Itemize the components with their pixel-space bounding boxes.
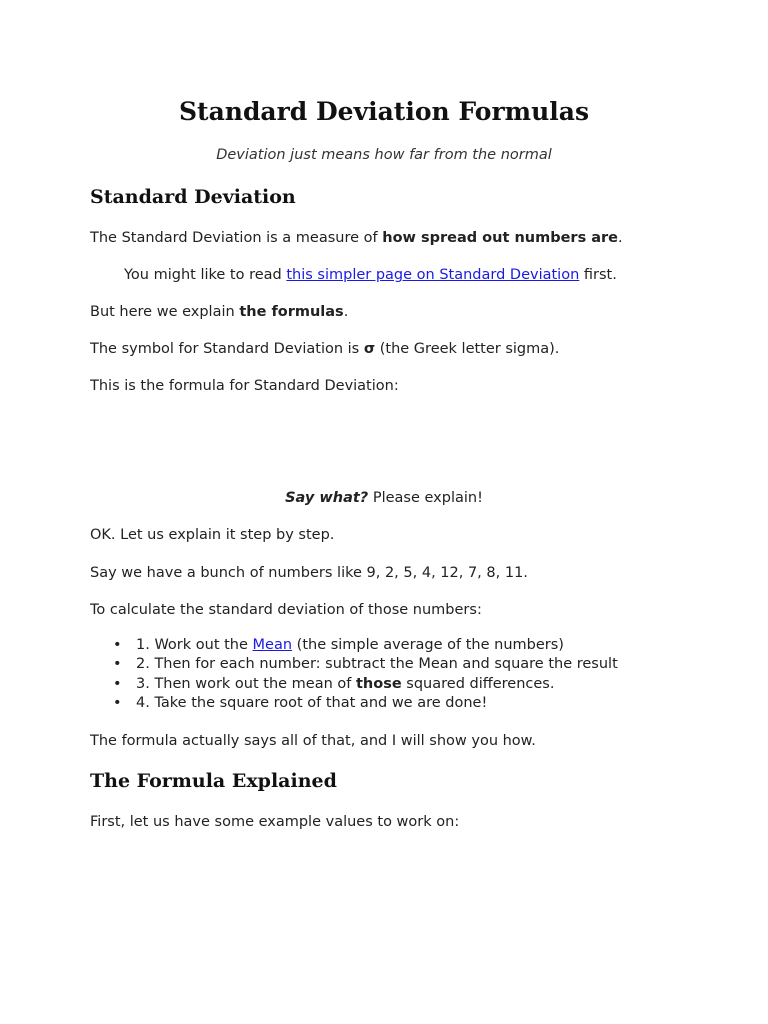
sigma-symbol: σ [363,341,376,357]
emphasis-those: those [356,675,402,692]
paragraph-measure: The Standard Deviation is a measure of how spread out numbers are. [90,230,623,246]
list-item: • 2. Then for each number: subtract the Mean and square the result [90,655,618,674]
mean-link[interactable]: Mean [252,637,293,653]
bullet: • [113,656,122,673]
paragraph-numbers: Say we have a bunch of numbers like 9, 2, 5, 4, 12, 7, 8, 11. [90,565,528,581]
page-title: Standard Deviation Formulas [178,97,590,126]
paragraph-formula-says: The formula actually says all of that, and I will show you how. [90,733,536,749]
emphasis-formulas: the formulas [239,304,344,320]
list-item: • 1. Work out the Mean (the simple average of the numbers) [90,636,618,655]
section-heading-standard-deviation: Standard Deviation [90,186,296,208]
steps-list [90,636,618,713]
simpler-page-link[interactable]: this simpler page on Standard Deviation [286,267,580,283]
bullet: • [113,694,122,711]
list-item: • 4. Take the square root of that and we are done! [90,694,618,713]
paragraph-formula-intro: This is the formula for Standard Deviation: [90,378,399,394]
bullet: • [113,637,122,653]
bullet: • [113,675,122,692]
paragraph-sigma: The symbol for Standard Deviation is σ (the Greek letter sigma). [90,341,560,357]
paragraph-say-what: Say what? Please explain! [285,490,483,506]
paragraph-formulas: But here we explain the formulas. [90,304,349,320]
paragraph-example-values: First, let us have some example values to work on: [90,814,460,830]
page-subtitle: Deviation just means how far from the normal [216,147,552,163]
list-item: • 3. Then work out the mean of those squared differences. [90,675,618,694]
emphasis-spread: how spread out numbers are [382,230,619,246]
paragraph-read-simpler: You might like to read this simpler page on Standard Deviation first. [124,267,617,283]
emphasis-say-what: Say what? [285,490,369,506]
paragraph-step-by-step: OK. Let us explain it step by step. [90,527,335,543]
paragraph-calculate: To calculate the standard deviation of those numbers: [90,602,482,618]
section-heading-formula-explained: The Formula Explained [90,770,337,792]
